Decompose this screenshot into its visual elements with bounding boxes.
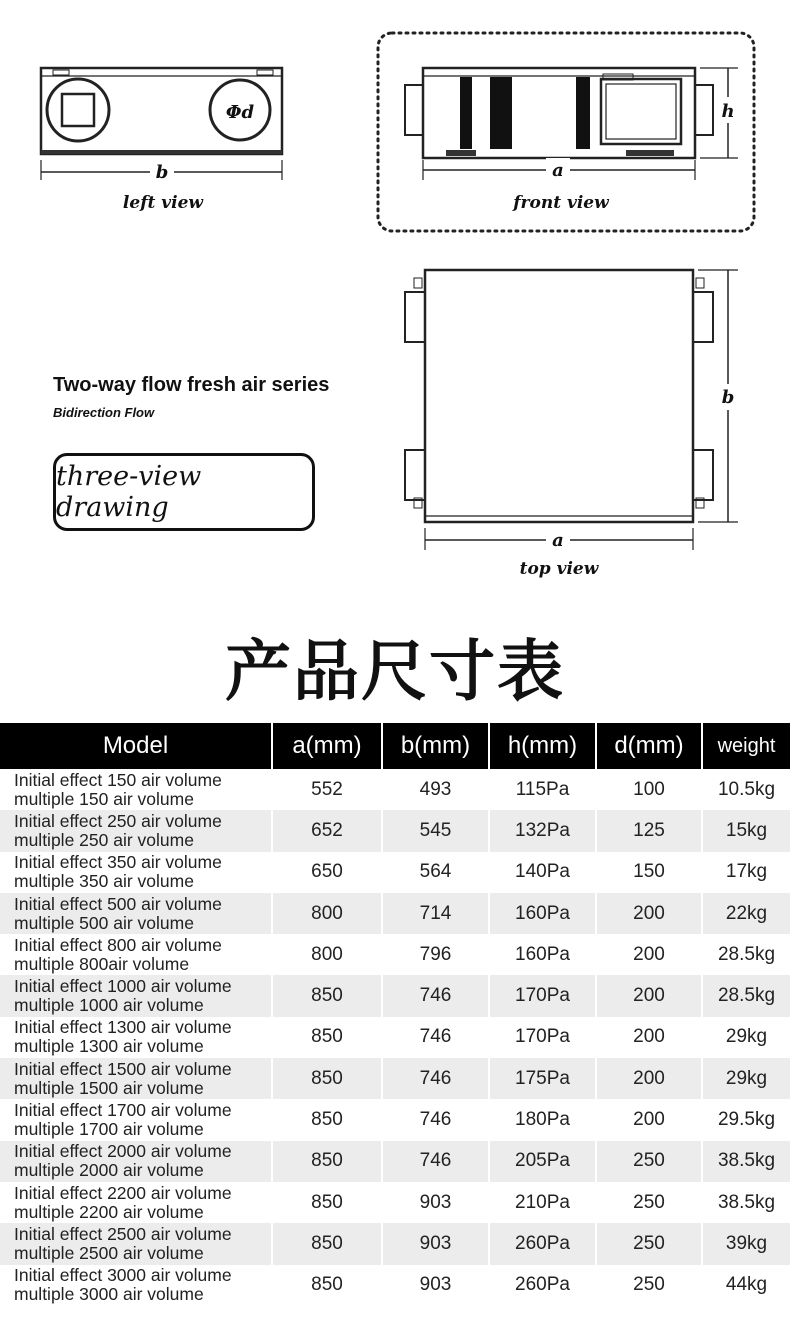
table-row bbox=[0, 1223, 790, 1264]
h-cell: 160Pa bbox=[489, 934, 596, 975]
model-name-line1: Initial effect 2000 air volume bbox=[14, 1141, 232, 1162]
dim-b-left-label: b bbox=[155, 162, 169, 183]
weight-cell: 28.5kg bbox=[702, 975, 790, 1016]
weight-cell: 17kg bbox=[702, 852, 790, 893]
table-row bbox=[0, 1141, 790, 1182]
model-name-line1: Initial effect 1000 air volume bbox=[14, 976, 232, 997]
h-cell: 205Pa bbox=[489, 1141, 596, 1182]
model-cell bbox=[0, 1265, 272, 1306]
b-cell: 545 bbox=[382, 810, 489, 851]
h-cell: 132Pa bbox=[489, 810, 596, 851]
model-name-line2: multiple 2500 air volume bbox=[14, 1242, 204, 1263]
weight-cell: 28.5kg bbox=[702, 934, 790, 975]
a-cell: 850 bbox=[272, 1265, 382, 1306]
model-name-line2: multiple 2000 air volume bbox=[14, 1160, 204, 1181]
model-name-line1: Initial effect 150 air volume bbox=[14, 769, 222, 790]
series-title: Two-way flow fresh air series bbox=[53, 374, 330, 396]
product-size-table bbox=[0, 723, 790, 1306]
h-cell: 180Pa bbox=[489, 1099, 596, 1140]
model-cell bbox=[0, 1141, 272, 1182]
b-cell: 746 bbox=[382, 1017, 489, 1058]
table-row bbox=[0, 934, 790, 975]
b-cell: 796 bbox=[382, 934, 489, 975]
a-cell: 652 bbox=[272, 810, 382, 851]
h-cell: 170Pa bbox=[489, 1017, 596, 1058]
weight-cell: 22kg bbox=[702, 893, 790, 934]
a-cell: 850 bbox=[272, 1223, 382, 1264]
b-cell: 714 bbox=[382, 893, 489, 934]
model-cell bbox=[0, 852, 272, 893]
three-view-badge: three-view drawing bbox=[53, 453, 315, 531]
model-cell bbox=[0, 769, 272, 810]
model-name-line2: multiple 2200 air volume bbox=[14, 1201, 204, 1222]
a-cell: 850 bbox=[272, 1141, 382, 1182]
b-cell: 746 bbox=[382, 1058, 489, 1099]
header-b: b(mm) bbox=[382, 723, 489, 769]
a-cell: 850 bbox=[272, 1182, 382, 1223]
model-cell bbox=[0, 1058, 272, 1099]
front-view-label: front view bbox=[513, 193, 609, 213]
model-name-line1: Initial effect 250 air volume bbox=[14, 810, 222, 831]
b-cell: 746 bbox=[382, 1141, 489, 1182]
d-cell: 250 bbox=[596, 1223, 702, 1264]
a-cell: 850 bbox=[272, 975, 382, 1016]
model-name-line2: multiple 1300 air volume bbox=[14, 1036, 204, 1057]
model-cell bbox=[0, 1017, 272, 1058]
b-cell: 493 bbox=[382, 769, 489, 810]
h-cell: 175Pa bbox=[489, 1058, 596, 1099]
dim-a-front-label: a bbox=[552, 160, 564, 181]
model-cell bbox=[0, 810, 272, 851]
a-cell: 800 bbox=[272, 893, 382, 934]
header-model: Model bbox=[0, 723, 272, 769]
header-h: h(mm) bbox=[489, 723, 596, 769]
table-row bbox=[0, 1017, 790, 1058]
a-cell: 850 bbox=[272, 1099, 382, 1140]
top-view-label: top view bbox=[519, 559, 599, 579]
table-row bbox=[0, 1099, 790, 1140]
h-cell: 140Pa bbox=[489, 852, 596, 893]
model-name-line1: Initial effect 500 air volume bbox=[14, 893, 222, 914]
model-cell bbox=[0, 1099, 272, 1140]
b-cell: 903 bbox=[382, 1265, 489, 1306]
d-cell: 250 bbox=[596, 1182, 702, 1223]
table-title: 产品尺寸表 bbox=[225, 633, 565, 710]
table-row bbox=[0, 1058, 790, 1099]
h-cell: 260Pa bbox=[489, 1265, 596, 1306]
h-cell: 160Pa bbox=[489, 893, 596, 934]
table-row bbox=[0, 852, 790, 893]
front-view bbox=[405, 68, 738, 180]
h-cell: 210Pa bbox=[489, 1182, 596, 1223]
h-cell: 170Pa bbox=[489, 975, 596, 1016]
model-name-line1: Initial effect 3000 air volume bbox=[14, 1265, 232, 1286]
d-cell: 150 bbox=[596, 852, 702, 893]
model-name-line2: multiple 500 air volume bbox=[14, 912, 194, 933]
a-cell: 552 bbox=[272, 769, 382, 810]
model-cell bbox=[0, 934, 272, 975]
model-name-line2: multiple 800air volume bbox=[14, 953, 190, 974]
model-name-line2: multiple 250 air volume bbox=[14, 829, 194, 850]
d-cell: 200 bbox=[596, 1099, 702, 1140]
table-row bbox=[0, 810, 790, 851]
b-cell: 903 bbox=[382, 1223, 489, 1264]
left-view-label: left view bbox=[122, 193, 204, 213]
model-name-line1: Initial effect 350 air volume bbox=[14, 852, 222, 873]
model-name-line1: Initial effect 1500 air volume bbox=[14, 1058, 232, 1079]
table-row bbox=[0, 1182, 790, 1223]
weight-cell: 15kg bbox=[702, 810, 790, 851]
model-name-line1: Initial effect 800 air volume bbox=[14, 934, 222, 955]
model-name-line2: multiple 1000 air volume bbox=[14, 995, 204, 1016]
model-name-line1: Initial effect 2500 air volume bbox=[14, 1223, 232, 1244]
table-row bbox=[0, 893, 790, 934]
d-cell: 200 bbox=[596, 934, 702, 975]
table-row bbox=[0, 1265, 790, 1306]
b-cell: 746 bbox=[382, 1099, 489, 1140]
model-name-line1: Initial effect 1300 air volume bbox=[14, 1017, 232, 1038]
d-cell: 200 bbox=[596, 975, 702, 1016]
dim-a-top-label: a bbox=[552, 530, 564, 551]
d-cell: 200 bbox=[596, 893, 702, 934]
weight-cell: 10.5kg bbox=[702, 769, 790, 810]
d-cell: 200 bbox=[596, 1017, 702, 1058]
header-d: d(mm) bbox=[596, 723, 702, 769]
d-cell: 200 bbox=[596, 1058, 702, 1099]
weight-cell: 39kg bbox=[702, 1223, 790, 1264]
table-row bbox=[0, 769, 790, 810]
d-cell: 100 bbox=[596, 769, 702, 810]
weight-cell: 38.5kg bbox=[702, 1182, 790, 1223]
header-weight: weight bbox=[702, 723, 790, 769]
model-name-line1: Initial effect 1700 air volume bbox=[14, 1100, 232, 1121]
dim-d-label: Φd bbox=[225, 102, 255, 123]
a-cell: 850 bbox=[272, 1017, 382, 1058]
weight-cell: 29.5kg bbox=[702, 1099, 790, 1140]
weight-cell: 29kg bbox=[702, 1058, 790, 1099]
d-cell: 250 bbox=[596, 1265, 702, 1306]
table-row bbox=[0, 975, 790, 1016]
model-cell bbox=[0, 1182, 272, 1223]
model-name-line1: Initial effect 2200 air volume bbox=[14, 1182, 232, 1203]
weight-cell: 29kg bbox=[702, 1017, 790, 1058]
b-cell: 746 bbox=[382, 975, 489, 1016]
model-name-line2: multiple 1700 air volume bbox=[14, 1119, 204, 1140]
top-view bbox=[405, 270, 738, 550]
model-name-line2: multiple 150 air volume bbox=[14, 788, 194, 809]
h-cell: 260Pa bbox=[489, 1223, 596, 1264]
h-cell: 115Pa bbox=[489, 769, 596, 810]
a-cell: 800 bbox=[272, 934, 382, 975]
a-cell: 650 bbox=[272, 852, 382, 893]
model-name-line2: multiple 1500 air volume bbox=[14, 1077, 204, 1098]
weight-cell: 38.5kg bbox=[702, 1141, 790, 1182]
table-header-row bbox=[0, 723, 790, 769]
d-cell: 125 bbox=[596, 810, 702, 851]
b-cell: 903 bbox=[382, 1182, 489, 1223]
dim-h-label: h bbox=[721, 101, 735, 122]
model-name-line2: multiple 350 air volume bbox=[14, 871, 194, 892]
model-cell bbox=[0, 1223, 272, 1264]
dim-b-top-label: b bbox=[721, 387, 735, 408]
series-subtitle: Bidirection Flow bbox=[53, 405, 155, 420]
header-a: a(mm) bbox=[272, 723, 382, 769]
d-cell: 250 bbox=[596, 1141, 702, 1182]
model-cell bbox=[0, 893, 272, 934]
weight-cell: 44kg bbox=[702, 1265, 790, 1306]
a-cell: 850 bbox=[272, 1058, 382, 1099]
model-cell bbox=[0, 975, 272, 1016]
model-name-line2: multiple 3000 air volume bbox=[14, 1284, 204, 1305]
b-cell: 564 bbox=[382, 852, 489, 893]
